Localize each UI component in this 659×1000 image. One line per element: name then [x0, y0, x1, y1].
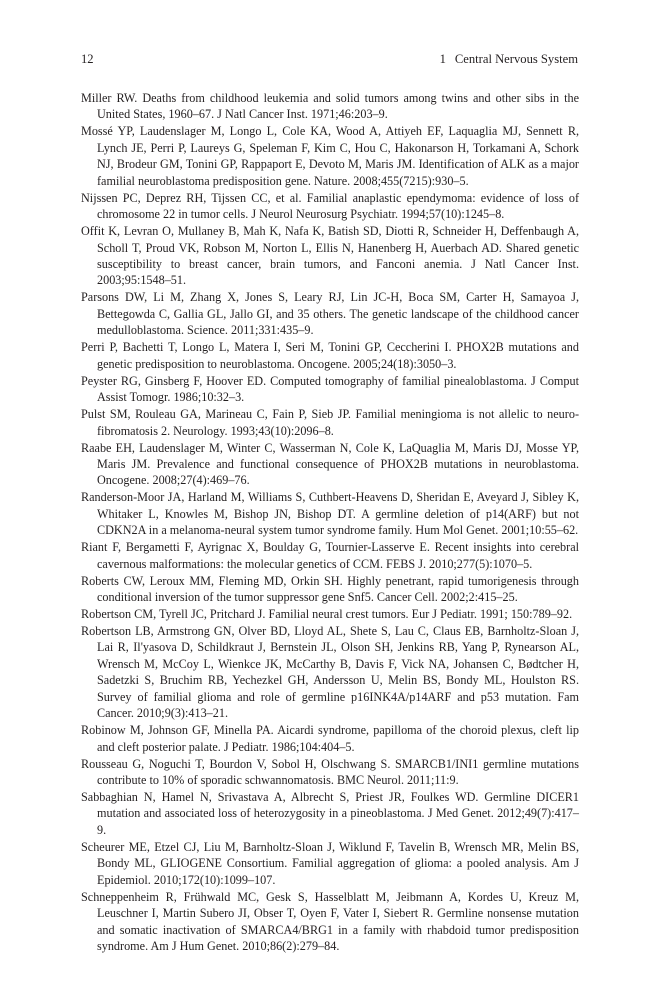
- reference-entry: Scheurer ME, Etzel CJ, Liu M, Barnholtz-Sloan J, Wiklund F, Tavelin B, Wrensch MR, Melin BS, Bondy ML, GLIOGENE Consortium. Familial aggregation of glioma: a pooled analysis. Am J Epidemiol. 2010;172(10):1099–107.: [81, 839, 579, 887]
- reference-entry: Miller RW. Deaths from childhood leukemia and solid tumors among twins and other sibs in the United States, 1960–67. J Natl Cancer Inst. 1971;46:203–9.: [81, 91, 579, 122]
- reference-entry: Offit K, Levran O, Mullaney B, Mah K, Nafa K, Batish SD, Diotti R, Schneider H, Deffenbaugh A, Scholl T, Proud VK, Robson M, Norton L, Ellis N, Hanenberg H, Auerbach AD. Shared genetic susceptibility to breast cancer, brain tumors, and Fanconi anemia. J Natl Cancer Inst. 2003;95:1548–51.: [81, 224, 579, 288]
- chapter-heading: [440, 50, 578, 68]
- reference-entry: Robertson LB, Armstrong GN, Olver BD, Lloyd AL, Shete S, Lau C, Claus EB, Barnholtz-Sloan J, Lai R, Il'yasova D, Schildkraut J, Bernstein JL, Olson SH, Jenkins RB, Yang P, Rynearson AL, Wrensch M, McCoy L, Wienkce JK, McCarthy B, Davis F, Vick NA, Johansen C, Bødtcher H, Sadetzki S, Bruchim RB, Yechezkel GH, Andersson U, Melin BS, Bondy ML, Houlston RS. Survey of familial glioma and role of germline p16INK4A/p14ARF and p53 mutation. Fam Cancer. 2010;9(3):413–21.: [81, 624, 579, 721]
- page-number: 12: [81, 52, 94, 66]
- running-head: [81, 50, 578, 68]
- reference-entry: Perri P, Bachetti T, Longo L, Matera I, Seri M, Tonini GP, Ceccherini I. PHOX2B mutations and genetic predisposition to neuroblastoma. Oncogene. 2005;24(18):3050–3.: [81, 340, 579, 371]
- reference-entry: Schneppenheim R, Frühwald MC, Gesk S, Hasselblatt M, Jeibmann A, Kordes U, Kreuz M, Leuschner I, Martin Subero JI, Obser T, Oyen F, Vater I, Siebert R. Germline nonsense mutation and somatic inactivation of SMARCA4/BRG1 in a family with rhabdoid tumor predisposition syndrome. Am J Hum Genet. 2010;86(2):279–84.: [81, 889, 579, 954]
- reference-entry: Randerson-Moor JA, Harland M, Williams S, Cuthbert-Heavens D, Sheridan E, Aveyard J, Sibley K, Whitaker L, Knowles M, Bishop JN, Bishop DT. A germline deletion of p14(ARF) but not CDKN2A in a melanoma-neural system tumor syndrome family. Hum Mol Genet. 2001;10:55–62.: [81, 490, 579, 538]
- reference-entry: Robinow M, Johnson GF, Minella PA. Aicardi syndrome, papilloma of the choroid plexus, cleft lip and cleft posterior palate. J Pediatr. 1986;104:404–5.: [81, 723, 579, 754]
- chapter-title: Central Nervous System: [454, 52, 578, 66]
- reference-entry: Rousseau G, Noguchi T, Bourdon V, Sobol H, Olschwang S. SMARCB1/INI1 germline mutations contribute to 10% of sporadic schwannomatosis. BMC Neurol. 2011;11:9.: [81, 756, 579, 788]
- reference-entry: Peyster RG, Ginsberg F, Hoover ED. Computed tomography of familial pinealoblastoma. J Comput Assist Tomogr. 1986;10:32–3.: [81, 373, 579, 405]
- chapter-number: 1: [439, 52, 446, 66]
- reference-entry: Mossé YP, Laudenslager M, Longo L, Cole KA, Wood A, Attiyeh EF, Laquaglia MJ, Sennett R, Lynch JE, Perri P, Laureys G, Speleman F, Kim C, Hou C, Hakonarson H, Torkamani A, Schork NJ, Brodeur GM, Tonini GP, Rappaport E, Devoto M, Maris JM. Identification of ALK as a major familial neuroblastoma predisposition gene. Nature. 2008;455(7215):930–5.: [81, 124, 579, 188]
- reference-entry: Roberts CW, Leroux MM, Fleming MD, Orkin SH. Highly penetrant, rapid tumorigenesis through conditional inversion of the tumor suppressor gene Snf5. Cancer Cell. 2002;2:415–25.: [81, 573, 579, 605]
- reference-entry: Pulst SM, Rouleau GA, Marineau C, Fain P, Sieb JP. Familial meningioma is not allelic to neurofibromatosis 2. Neurology. 1993;43(10):2096–8.: [81, 407, 579, 438]
- reference-list: [81, 90, 579, 955]
- reference-entry: Nijssen PC, Deprez RH, Tijssen CC, et al. Familial anaplastic ependymoma: evidence of loss of chromosome 22 in tumor cells. J Neurol Neurosurg Psychiatr. 1994;57(10):1245–8.: [81, 190, 579, 222]
- reference-entry: Riant F, Bergametti F, Ayrignac X, Boulday G, Tournier-Lasserve E. Recent insights into cerebral cavernous malformations: the molecular genetics of CCM. FEBS J. 2010;277(5):1070–5.: [81, 540, 579, 571]
- reference-entry: Sabbaghian N, Hamel N, Srivastava A, Albrecht S, Priest JR, Foulkes WD. Germline DICER1 mutation and associated loss of heterozygosity in a pineoblastoma. J Med Genet. 2012;49(7):417–9.: [81, 790, 579, 837]
- reference-entry: Parsons DW, Li M, Zhang X, Jones S, Leary RJ, Lin JC-H, Boca SM, Carter H, Samayoa J, Bettegowda C, Gallia GL, Jallo GI, and 35 others. The genetic landscape of the childhood cancer medulloblastoma. Science. 2011;331:435–9.: [81, 290, 579, 338]
- reference-entry: Robertson CM, Tyrell JC, Pritchard J. Familial neural crest tumors. Eur J Pediatr. 1991; 150:789–92.: [81, 607, 573, 622]
- reference-entry: Raabe EH, Laudenslager M, Winter C, Wasserman N, Cole K, LaQuaglia M, Maris DJ, Mosse YP, Maris JM. Prevalence and functional consequence of PHOX2B mutations in neuroblastoma. Oncogene. 2008;27(4):469–76.: [81, 440, 579, 488]
